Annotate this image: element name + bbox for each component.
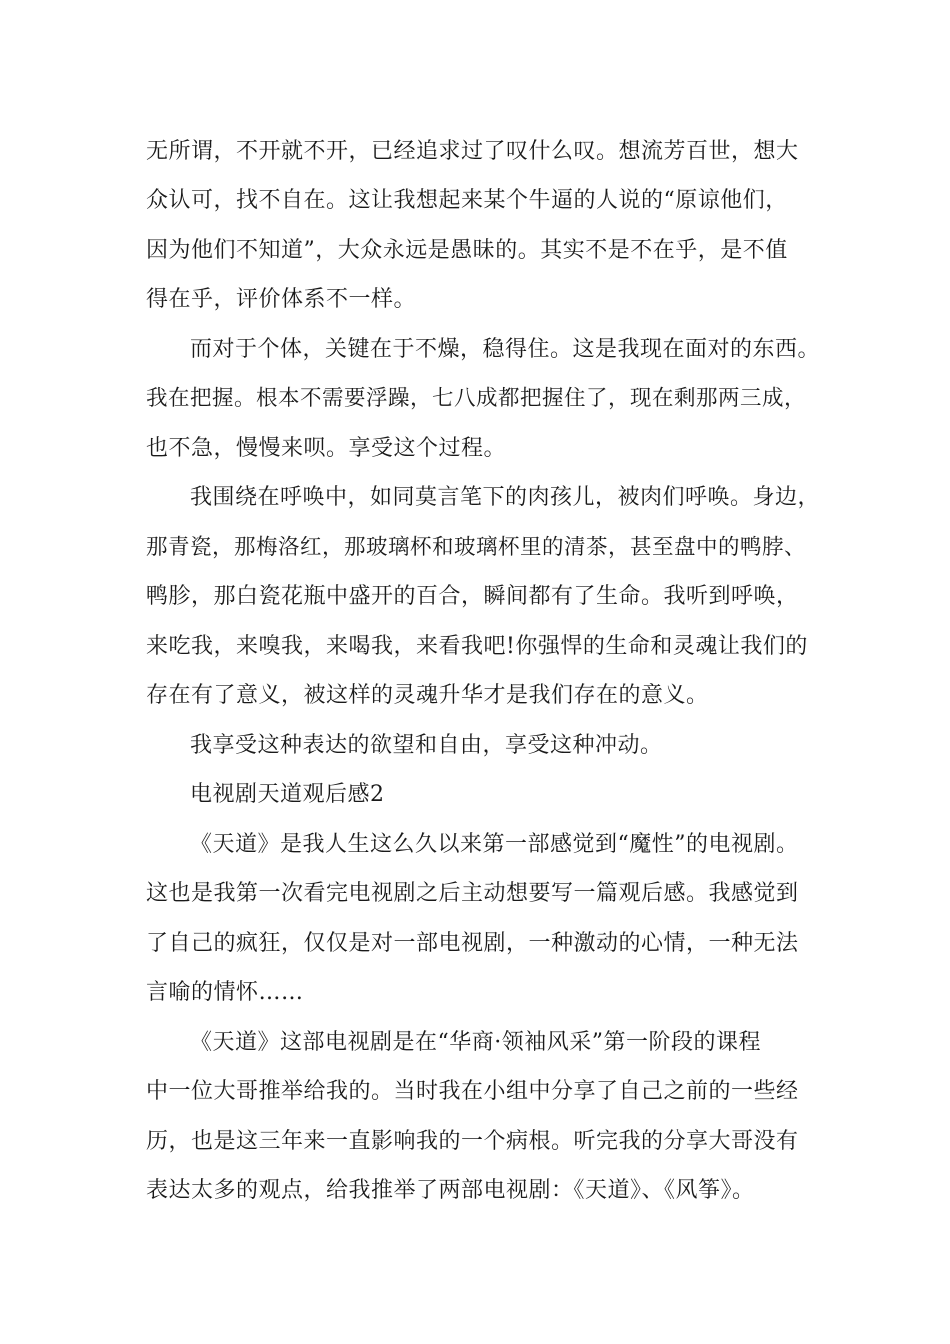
section-heading: 电视剧天道观后感2 <box>190 782 385 807</box>
text-line: 也不急，慢慢来呗。享受这个过程。 <box>146 436 507 461</box>
text-line: 存在有了意义，被这样的灵魂升华才是我们存在的意义。 <box>146 683 709 708</box>
text-line: 鸭胗，那白瓷花瓶中盛开的百合，瞬间都有了生命。我听到呼唤， <box>146 584 799 609</box>
text-line: 我享受这种表达的欲望和自由，享受这种冲动。 <box>190 733 663 758</box>
text-line: 这也是我第一次看完电视剧之后主动想要写一篇观后感。我感觉到 <box>146 881 799 906</box>
text-line: 历，也是这三年来一直影响我的一个病根。听完我的分享大哥没有 <box>146 1129 799 1154</box>
text-line: 而对于个体，关键在于不燥，稳得住。这是我现在面对的东西。 <box>190 337 821 362</box>
text-line: 得在乎，评价体系不一样。 <box>146 287 417 312</box>
text-line: 众认可，找不自在。这让我想起来某个牛逼的人说的“原谅他们， <box>146 188 788 213</box>
text-line: 表达太多的观点，给我推举了两部电视剧：《天道》、《风筝》。 <box>146 1178 755 1203</box>
text-line: 因为他们不知道”，大众永远是愚昧的。其实不是不在乎，是不值 <box>146 238 788 263</box>
text-line: 言喻的情怀…… <box>146 980 304 1005</box>
text-line: 我在把握。根本不需要浮躁，七八成都把握住了，现在剩那两三成， <box>146 386 807 411</box>
text-line: 了自己的疯狂，仅仅是对一部电视剧，一种激动的心情，一种无法 <box>146 931 799 956</box>
text-line: 来吃我，来嗅我，来喝我，来看我吧!你强悍的生命和灵魂让我们的 <box>146 634 808 659</box>
text-line: 我围绕在呼唤中，如同莫言笔下的肉孩儿，被肉们呼唤。身边， <box>190 485 821 510</box>
text-line: 中一位大哥推举给我的。当时我在小组中分享了自己之前的一些经 <box>146 1079 799 1104</box>
text-line: 《天道》是我人生这么久以来第一部感觉到“魔性”的电视剧。 <box>190 832 799 857</box>
text-line: 那青瓷，那梅洛红，那玻璃杯和玻璃杯里的清茶，甚至盘中的鸭脖、 <box>146 535 807 560</box>
text-line: 无所谓，不开就不开，已经追求过了叹什么叹。想流芳百世，想大 <box>146 139 799 164</box>
text-line: 《天道》这部电视剧是在“华商·领袖风采”第一阶段的课程 <box>190 1030 761 1055</box>
